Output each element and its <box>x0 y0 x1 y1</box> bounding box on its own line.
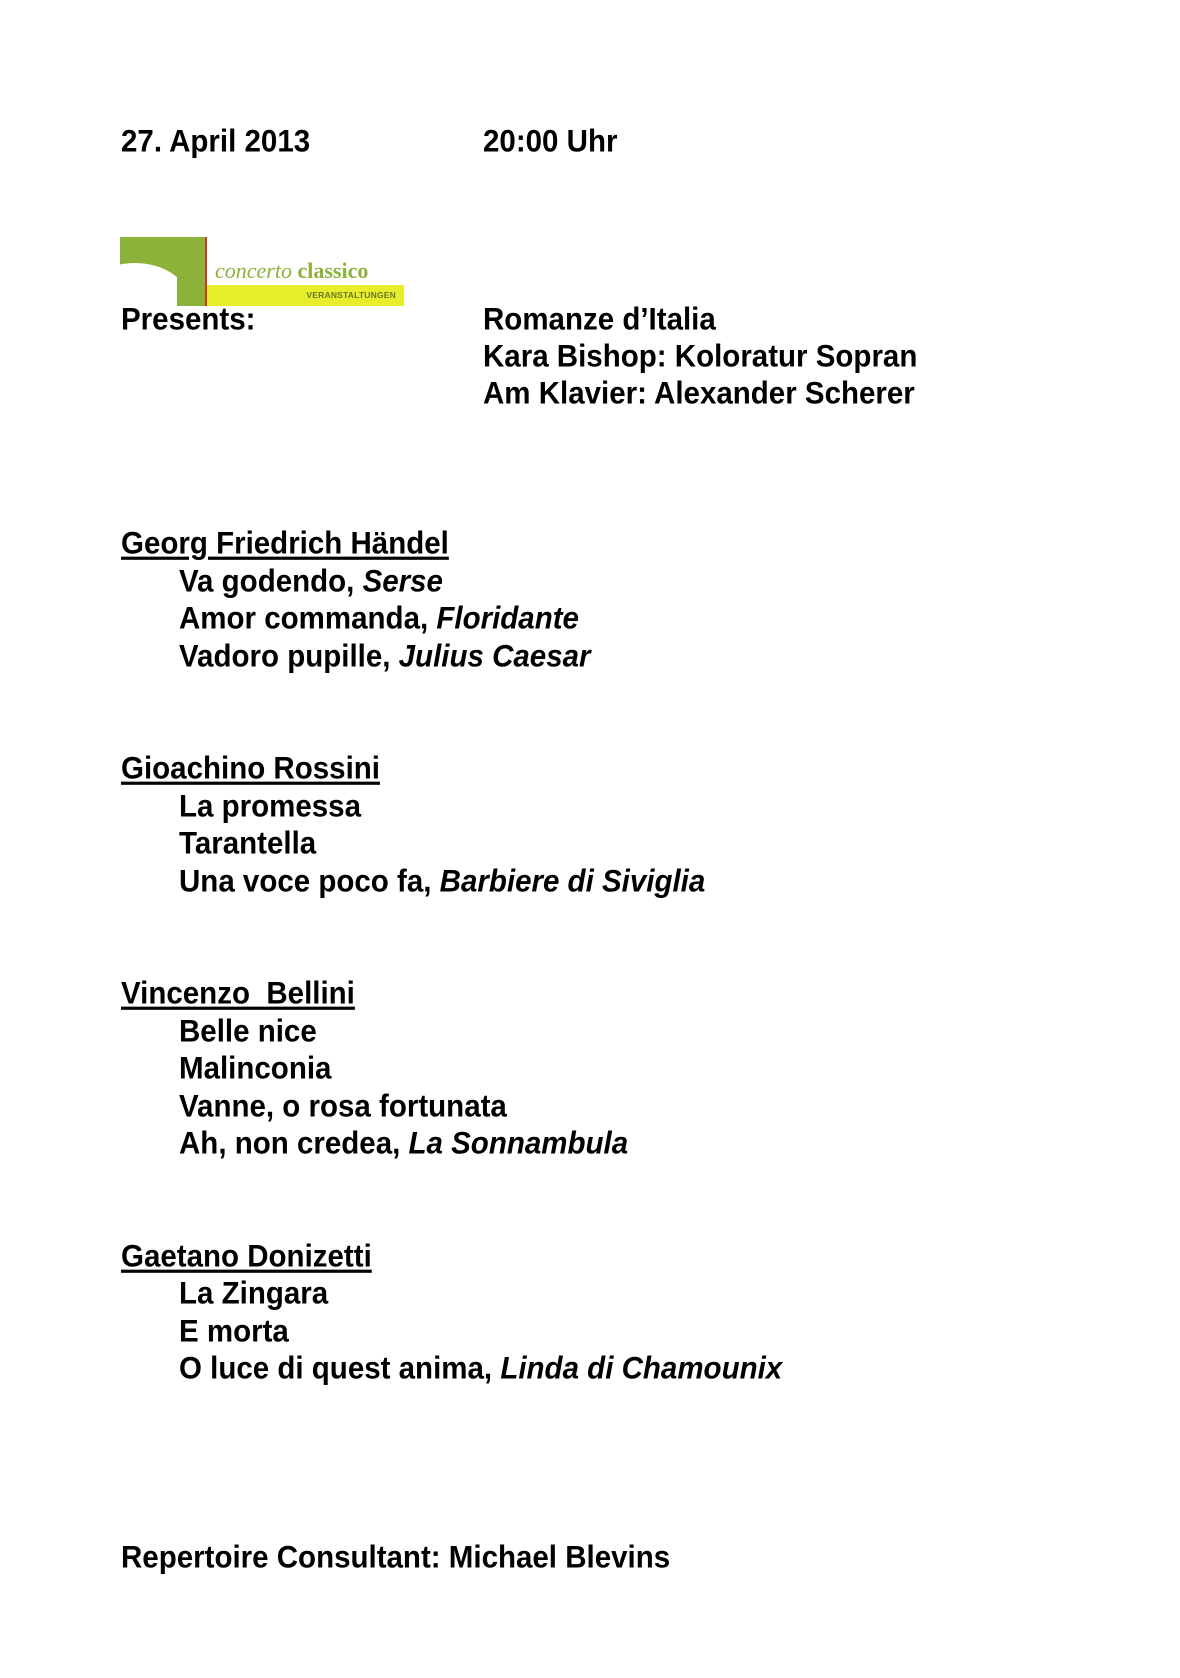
opera-title: La Sonnambula <box>408 1125 629 1161</box>
piece-title: Vadoro pupille, <box>179 638 399 674</box>
logo-mark-icon <box>120 237 205 306</box>
piece-title: E morta <box>179 1313 289 1349</box>
piece-item <box>179 1125 628 1163</box>
program-title: Romanze d’Italia <box>483 301 716 337</box>
logo-subtitle: VERANSTALTUNGEN <box>306 290 396 300</box>
piece-item <box>179 1088 507 1126</box>
opera-title: Linda di Chamounix <box>500 1350 783 1386</box>
composer-heading: Gaetano Donizetti <box>121 1238 372 1274</box>
piece-item <box>179 600 579 638</box>
concert-time: 20:00 Uhr <box>483 123 618 159</box>
piece-item <box>179 563 443 601</box>
piece-item <box>179 1350 782 1388</box>
piece-title: Amor commanda, <box>179 600 437 636</box>
concerto-classico-logo <box>120 237 404 306</box>
piece-title: Una voce poco fa, <box>179 863 440 899</box>
composer-heading: Gioachino Rossini <box>121 750 380 786</box>
piece-title: O luce di quest anima, <box>179 1350 501 1386</box>
piece-item <box>179 1275 328 1313</box>
concert-date: 27. April 2013 <box>121 123 311 159</box>
opera-title: Serse <box>362 563 443 599</box>
composer-heading: Vincenzo Bellini <box>121 975 355 1011</box>
piece-title: Ah, non credea, <box>179 1125 409 1161</box>
piece-title: Malinconia <box>179 1050 332 1086</box>
opera-title: Barbiere di Siviglia <box>439 863 706 899</box>
opera-title: Floridante <box>436 600 579 636</box>
piece-item <box>179 863 705 901</box>
piece-title: Tarantella <box>179 825 317 861</box>
logo-brand-name <box>215 259 368 283</box>
repertoire-consultant: Repertoire Consultant: Michael Blevins <box>121 1539 671 1575</box>
composer-heading: Georg Friedrich Händel <box>121 525 449 561</box>
piece-title: Va godendo, <box>179 563 363 599</box>
piece-title: Vanne, o rosa fortunata <box>179 1088 507 1124</box>
piece-item <box>179 1013 317 1051</box>
piece-title: La promessa <box>179 788 361 824</box>
piece-title: La Zingara <box>179 1275 329 1311</box>
piece-item <box>179 788 361 826</box>
piece-title: Belle nice <box>179 1013 317 1049</box>
opera-title: Julius Caesar <box>398 638 591 674</box>
logo-brand-word2: classico <box>297 258 369 283</box>
piece-item <box>179 825 316 863</box>
piece-item <box>179 1313 289 1351</box>
logo-brand-word1: concerto <box>215 258 292 283</box>
performer-soprano: Kara Bishop: Koloratur Sopran <box>483 338 918 374</box>
performer-piano: Am Klavier: Alexander Scherer <box>483 375 915 411</box>
piece-item <box>179 1050 331 1088</box>
presents-label: Presents: <box>121 301 256 337</box>
piece-item <box>179 638 591 676</box>
